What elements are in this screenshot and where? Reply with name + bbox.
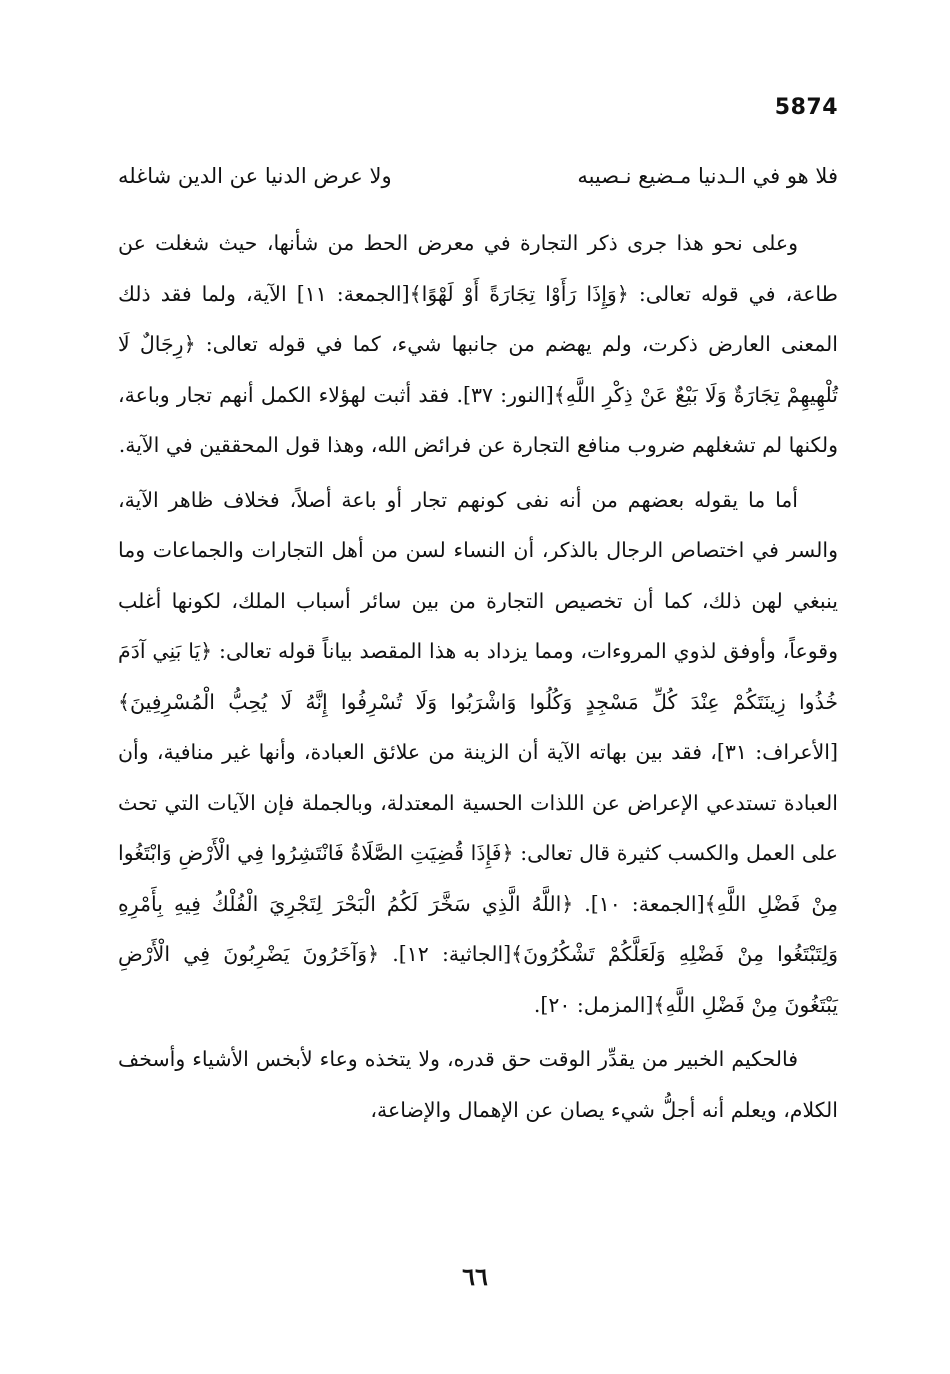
poetry-verse	[118, 158, 838, 202]
paragraph: فالحكيم الخبير من يقدِّر الوقت حق قدره، ولا يتخذه وعاء لأبخس الأشياء وأسخف الكلام، ويعلم أنه أجلُّ شيء يصان عن الإهمال والإضاعة،	[118, 1047, 838, 1122]
body-text	[118, 218, 838, 1139]
verse-first-hemistich: فلا هو في الـدنيا مـضيع نـصيبه	[577, 164, 838, 188]
verse-second-hemistich: ولا عرض الدنيا عن الدين شاغله	[118, 164, 392, 188]
page-id: 5874	[774, 95, 838, 120]
paragraph: وعلى نحو هذا جرى ذكر التجارة في معرض الحط من شأنها، حيث شغلت عن طاعة، في قوله تعالى: ﴿وَإِذَا رَأَوْا تِجَارَةً أَوْ لَهْوًا﴾[الجمعة: ١١] الآية، ولما فقد ذلك المعنى العارض ذكرت، ولم يهضم من جانبها شيء، كما في قوله تعالى: ﴿رِجَالٌ لَا تُلْهِيهِمْ تِجَارَةٌ وَلَا بَيْعٌ عَنْ ذِكْرِ اللَّهِ﴾[النور: ٣٧]. فقد أثبت لهؤلاء الكمل أنهم تجار وباعة، ولكنها لم تشغلهم ضروب منافع التجارة عن فرائض الله، وهذا قول المحققين في الآية.	[118, 231, 838, 457]
page-number: ٦٦	[462, 1262, 488, 1291]
paragraph: أما ما يقوله بعضهم من أنه نفى كونهم تجار أو باعة أصلاً، فخلاف ظاهر الآية، والسر في اختصاص الرجال بالذكر، أن النساء لسن من أهل التجارات والجماعات وما ينبغي لهن ذلك، كما أن تخصيص التجارة من بين سائر أسباب الملك، لكونها أغلب وقوعاً، وأوفق لذوي المروءات، ومما يزداد به هذا المقصد بياناً قوله تعالى: ﴿يَا بَنِي آدَمَ خُذُوا زِينَتَكُمْ عِنْدَ كُلِّ مَسْجِدٍ وَكُلُوا وَاشْرَبُوا وَلَا تُسْرِفُوا إِنَّهُ لَا يُحِبُّ الْمُسْرِفِينَ﴾[الأعراف: ٣١]، فقد بين بهاته الآية أن الزينة من علائق العبادة، وأنها غير منافية، وأن العبادة تستدعي الإعراض عن اللذات الحسية المعتدلة، وبالجملة فإن الآيات التي تحث على العمل والكسب كثيرة قال تعالى: ﴿فَإِذَا قُضِيَتِ الصَّلَاةُ فَانْتَشِرُوا فِي الْأَرْضِ وَابْتَغُوا مِنْ فَضْلِ اللَّهِ﴾[الجمعة: ١٠]. ﴿اللَّهُ الَّذِي سَخَّرَ لَكُمُ الْبَحْرَ لِتَجْرِيَ الْفُلْكُ فِيهِ بِأَمْرِهِ وَلِتَبْتَغُوا مِنْ فَضْلِهِ وَلَعَلَّكُمْ تَشْكُرُونَ﴾[الجاثية: ١٢]. ﴿وَآخَرُونَ يَضْرِبُونَ فِي الْأَرْضِ يَبْتَغُونَ مِنْ فَضْلِ اللَّهِ﴾[المزمل: ٢٠].	[118, 487, 839, 1017]
